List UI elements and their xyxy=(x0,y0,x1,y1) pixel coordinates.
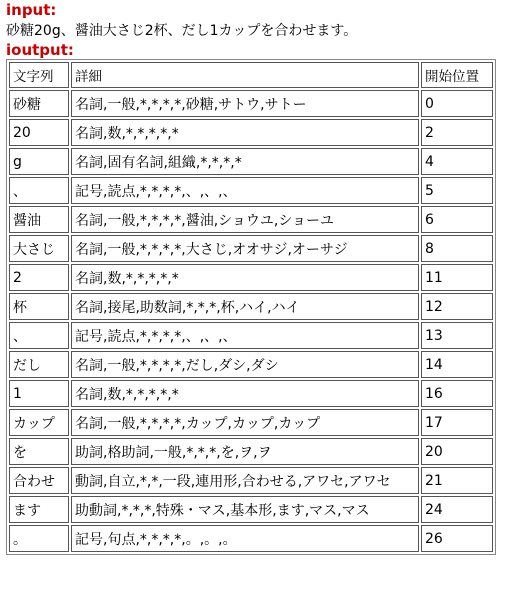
table-row xyxy=(9,525,493,552)
table-row xyxy=(9,148,493,175)
cell-start-position: 24 xyxy=(421,496,493,523)
cell-detail: 名詞,接尾,助数詞,*,*,*,杯,ハイ,ハイ xyxy=(71,293,419,320)
table-row xyxy=(9,380,493,407)
cell-detail: 名詞,一般,*,*,*,*,醤油,ショウユ,ショーユ xyxy=(71,206,419,233)
cell-detail: 名詞,一般,*,*,*,*,だし,ダシ,ダシ xyxy=(71,351,419,378)
cell-surface: 、 xyxy=(9,322,69,349)
cell-detail: 名詞,数,*,*,*,*,* xyxy=(71,380,419,407)
cell-detail: 記号,読点,*,*,*,*,、,、,、 xyxy=(71,322,419,349)
cell-surface: 20 xyxy=(9,119,69,146)
cell-detail: 動詞,自立,*,*,一段,連用形,合わせる,アワセ,アワセ xyxy=(71,467,419,494)
table-row xyxy=(9,496,493,523)
table-row xyxy=(9,119,493,146)
cell-start-position: 21 xyxy=(421,467,493,494)
cell-surface: 砂糖 xyxy=(9,90,69,117)
header-detail: 詳細 xyxy=(71,62,419,88)
cell-detail: 助動詞,*,*,*,特殊・マス,基本形,ます,マス,マス xyxy=(71,496,419,523)
cell-surface: 合わせ xyxy=(9,467,69,494)
table-row xyxy=(9,322,493,349)
cell-start-position: 11 xyxy=(421,264,493,291)
table-row xyxy=(9,90,493,117)
cell-detail: 名詞,一般,*,*,*,*,大さじ,オオサジ,オーサジ xyxy=(71,235,419,262)
cell-surface: を xyxy=(9,438,69,465)
table-row xyxy=(9,351,493,378)
header-surface: 文字列 xyxy=(9,62,69,88)
cell-start-position: 14 xyxy=(421,351,493,378)
cell-detail: 名詞,数,*,*,*,*,* xyxy=(71,119,419,146)
cell-detail: 名詞,数,*,*,*,*,* xyxy=(71,264,419,291)
cell-surface: 醤油 xyxy=(9,206,69,233)
cell-start-position: 17 xyxy=(421,409,493,436)
table-row xyxy=(9,235,493,262)
table-row xyxy=(9,409,493,436)
cell-start-position: 13 xyxy=(421,322,493,349)
table-row xyxy=(9,293,493,320)
table-row xyxy=(9,177,493,204)
cell-surface: 1 xyxy=(9,380,69,407)
cell-detail: 助詞,格助詞,一般,*,*,*,を,ヲ,ヲ xyxy=(71,438,419,465)
cell-detail: 名詞,一般,*,*,*,*,カップ,カップ,カップ xyxy=(71,409,419,436)
table-row xyxy=(9,467,493,494)
output-heading: ioutput: xyxy=(6,41,74,59)
cell-surface: 、 xyxy=(9,177,69,204)
input-sentence: 砂糖20g、醤油大さじ2杯、だし1カップを合わせます。 xyxy=(6,23,358,39)
table-header xyxy=(9,62,493,88)
table-body xyxy=(9,90,493,552)
cell-start-position: 12 xyxy=(421,293,493,320)
cell-surface: 2 xyxy=(9,264,69,291)
header-start-position: 開始位置 xyxy=(421,62,493,88)
cell-start-position: 8 xyxy=(421,235,493,262)
cell-detail: 名詞,固有名詞,組織,*,*,*,* xyxy=(71,148,419,175)
cell-start-position: 26 xyxy=(421,525,493,552)
cell-start-position: 4 xyxy=(421,148,493,175)
header-row xyxy=(9,62,493,88)
table-row xyxy=(9,264,493,291)
cell-surface: g xyxy=(9,148,69,175)
cell-surface: ます xyxy=(9,496,69,523)
cell-start-position: 5 xyxy=(421,177,493,204)
cell-start-position: 0 xyxy=(421,90,493,117)
cell-start-position: 6 xyxy=(421,206,493,233)
table-row xyxy=(9,438,493,465)
cell-start-position: 20 xyxy=(421,438,493,465)
cell-start-position: 16 xyxy=(421,380,493,407)
cell-surface: 。 xyxy=(9,525,69,552)
cell-surface: カップ xyxy=(9,409,69,436)
cell-detail: 記号,読点,*,*,*,*,、,、,、 xyxy=(71,177,419,204)
table-row xyxy=(9,206,493,233)
morphology-table xyxy=(6,59,496,555)
cell-surface: 杯 xyxy=(9,293,69,320)
cell-surface: 大さじ xyxy=(9,235,69,262)
cell-start-position: 2 xyxy=(421,119,493,146)
cell-detail: 名詞,一般,*,*,*,*,砂糖,サトウ,サトー xyxy=(71,90,419,117)
cell-detail: 記号,句点,*,*,*,*,。,。,。 xyxy=(71,525,419,552)
input-heading: input: xyxy=(6,1,57,19)
cell-surface: だし xyxy=(9,351,69,378)
